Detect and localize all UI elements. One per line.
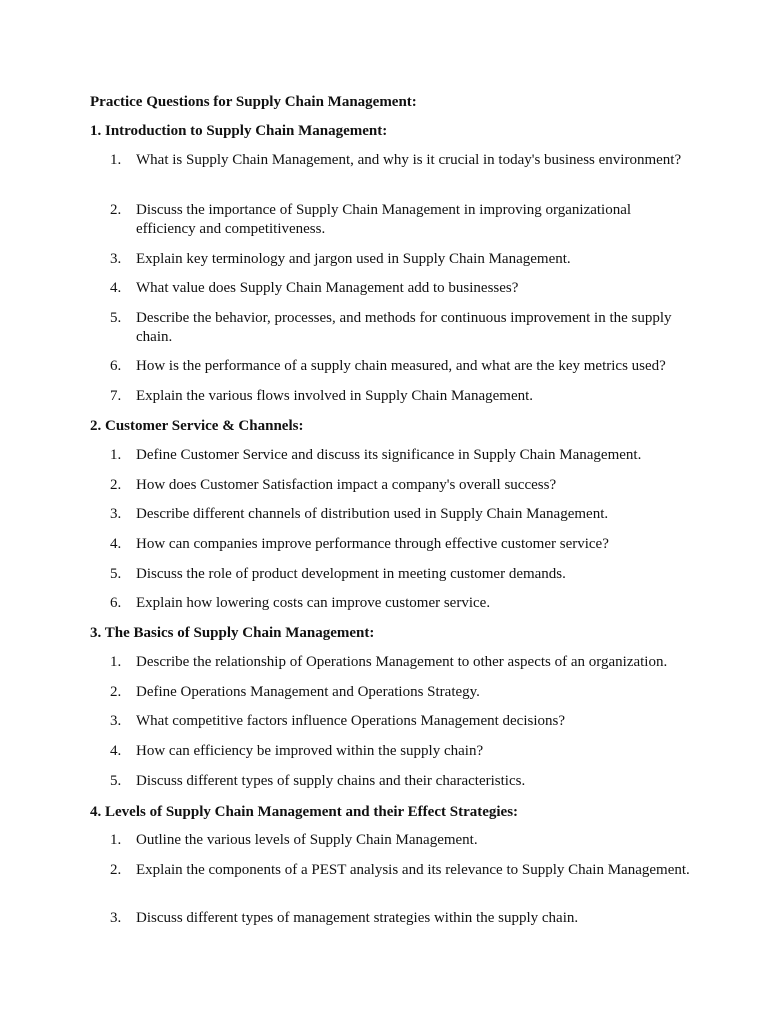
list-item-text: How can companies improve performance through effective customer service? [136, 536, 609, 552]
list-item [110, 201, 690, 239]
list-item [110, 772, 690, 791]
list-item [110, 653, 690, 672]
list-item-number: 2. [110, 477, 122, 493]
section-heading: 1. Introduction to Supply Chain Management: [90, 123, 388, 139]
list-item-number: 4. [110, 536, 122, 552]
list-item [110, 446, 690, 465]
list-item-text: Discuss different types of management strategies within the supply chain. [136, 910, 579, 926]
list-item [110, 279, 690, 298]
list-item [110, 909, 690, 928]
list-item-number: 2. [110, 202, 122, 218]
list-item [110, 357, 690, 376]
list-item [110, 387, 690, 406]
list-item-number: 6. [110, 358, 122, 374]
section-heading: 2. Customer Service & Channels: [90, 418, 304, 434]
list-item [110, 476, 690, 495]
list-item [110, 683, 690, 702]
list-item-number: 3. [110, 251, 122, 267]
list-item-text: What value does Supply Chain Management add to businesses? [136, 280, 519, 296]
list-item [110, 250, 690, 269]
list-item [110, 505, 690, 524]
list-item-number: 5. [110, 310, 122, 326]
list-item-number: 4. [110, 743, 122, 759]
list-item-text: Discuss different types of supply chains and their characteristics. [136, 773, 526, 789]
list-item-number: 1. [110, 654, 122, 670]
list-item-text: How does Customer Satisfaction impact a company's overall success? [136, 477, 557, 493]
list-item-number: 1. [110, 832, 122, 848]
list-item-number: 6. [110, 595, 122, 611]
list-item-text: Describe the behavior, processes, and methods for continuous improvement in the supply chain. [136, 310, 672, 345]
list-item [110, 565, 690, 584]
list-item-number: 5. [110, 566, 122, 582]
list-item [110, 151, 690, 170]
list-item-number: 3. [110, 910, 122, 926]
list-item-number: 2. [110, 862, 122, 878]
section-heading: 4. Levels of Supply Chain Management and their Effect Strategies: [90, 804, 519, 820]
list-item-text: Describe different channels of distribution used in Supply Chain Management. [136, 506, 609, 522]
list-item-number: 3. [110, 506, 122, 522]
list-item-text: How is the performance of a supply chain measured, and what are the key metrics used? [136, 358, 666, 374]
list-item-text: Explain the components of a PEST analysis and its relevance to Supply Chain Management. [136, 862, 690, 878]
list-item-number: 7. [110, 388, 122, 404]
list-item [110, 535, 690, 554]
list-item [110, 831, 690, 850]
list-item-number: 3. [110, 713, 122, 729]
list-item [110, 861, 690, 880]
list-item-text: Discuss the role of product development in meeting customer demands. [136, 566, 566, 582]
list-item-number: 2. [110, 684, 122, 700]
list-item-number: 1. [110, 152, 122, 168]
list-item-text: Describe the relationship of Operations Management to other aspects of an organization. [136, 654, 668, 670]
list-item-text: What is Supply Chain Management, and why is it crucial in today's business environment? [136, 152, 682, 168]
list-item-text: Explain the various flows involved in Supply Chain Management. [136, 388, 534, 404]
list-item-text: Explain how lowering costs can improve customer service. [136, 595, 491, 611]
section-heading: 3. The Basics of Supply Chain Management: [90, 625, 375, 641]
list-item-number: 1. [110, 447, 122, 463]
document-title: Practice Questions for Supply Chain Management: [90, 94, 417, 110]
list-item-text: Discuss the importance of Supply Chain Management in improving organizational efficiency and competitiveness. [136, 202, 632, 237]
list-item [110, 712, 690, 731]
list-item-text: What competitive factors influence Operations Management decisions? [136, 713, 566, 729]
list-item [110, 309, 690, 347]
list-item [110, 594, 690, 613]
list-item-text: Explain key terminology and jargon used in Supply Chain Management. [136, 251, 571, 267]
list-item-text: Define Customer Service and discuss its significance in Supply Chain Management. [136, 447, 642, 463]
list-item-text: Define Operations Management and Operations Strategy. [136, 684, 480, 700]
list-item-text: Outline the various levels of Supply Chain Management. [136, 832, 478, 848]
list-item-number: 4. [110, 280, 122, 296]
list-item [110, 742, 690, 761]
list-item-number: 5. [110, 773, 122, 789]
list-item-text: How can efficiency be improved within the supply chain? [136, 743, 484, 759]
